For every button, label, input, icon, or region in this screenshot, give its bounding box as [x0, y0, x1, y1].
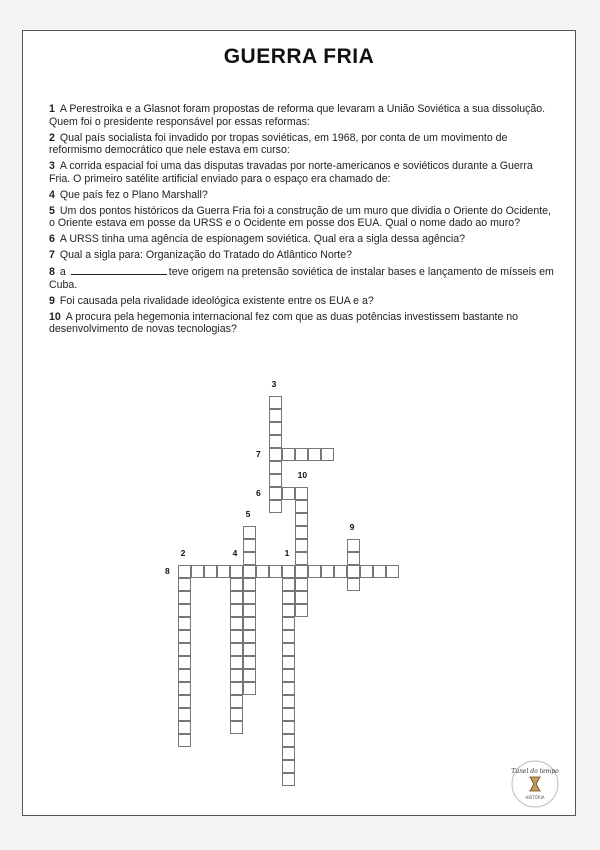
crossword-cell[interactable] — [295, 448, 308, 461]
question-3 — [49, 160, 555, 185]
crossword-cell[interactable] — [360, 565, 373, 578]
crossword-cell[interactable] — [282, 630, 295, 643]
crossword-cell[interactable] — [295, 513, 308, 526]
crossword-cell[interactable] — [282, 448, 295, 461]
crossword-cell[interactable] — [230, 708, 243, 721]
question-4 — [49, 189, 555, 202]
crossword-cell[interactable] — [321, 565, 334, 578]
crossword-cell[interactable] — [282, 747, 295, 760]
crossword-cell[interactable] — [282, 487, 295, 500]
question-number: 3 — [49, 160, 55, 173]
clue-number-9: 9 — [349, 522, 355, 533]
crossword-cell[interactable] — [178, 669, 191, 682]
crossword-cell[interactable] — [243, 591, 256, 604]
crossword-cell[interactable] — [230, 630, 243, 643]
question-text: A Perestroika e a Glasnot foram propostas de reforma que levaram a União Soviética a sua dissolução. Quem foi o presidente responsável por essas reformas: — [49, 103, 546, 128]
crossword-cell[interactable] — [295, 539, 308, 552]
question-number: 8 — [49, 266, 55, 279]
crossword-cell[interactable] — [230, 643, 243, 656]
crossword-cell[interactable] — [282, 604, 295, 617]
question-number: 9 — [49, 294, 55, 307]
crossword-cell[interactable] — [321, 448, 334, 461]
crossword-cell[interactable] — [178, 643, 191, 656]
crossword-cell[interactable] — [295, 500, 308, 513]
crossword-cell[interactable] — [269, 500, 282, 513]
crossword-cell[interactable] — [243, 539, 256, 552]
question-number: 2 — [49, 131, 55, 144]
crossword-cell[interactable] — [282, 682, 295, 695]
question-number: 1 — [49, 103, 55, 115]
question-text: Um dos pontos históricos da Guerra Fria foi a construção de um muro que dividia o Oriente do Ocidente, o Oriente estava em posse da URSS e o Ocidente em posse dos EUA. Qual o nome dado ao muro? — [49, 204, 551, 230]
crossword-cell[interactable] — [282, 695, 295, 708]
logo-title: Túnel do tempo — [511, 768, 559, 775]
question-2 — [49, 132, 555, 157]
crossword-cell[interactable] — [295, 565, 308, 578]
crossword-cell[interactable] — [178, 708, 191, 721]
question-number: 10 — [49, 310, 61, 323]
crossword-cell[interactable] — [269, 422, 282, 435]
crossword-cell[interactable] — [230, 591, 243, 604]
crossword-cell[interactable] — [282, 643, 295, 656]
crossword-cell[interactable] — [282, 617, 295, 630]
question-5 — [49, 205, 555, 230]
question-text-after: teve origem na pretensão soviética de instalar bases e lançamento de mísseis em Cuba. — [49, 266, 554, 291]
question-list — [49, 103, 555, 339]
clue-number-3: 3 — [271, 379, 277, 390]
clue-number-5: 5 — [245, 509, 251, 520]
page-title: GUERRA FRIA — [223, 45, 375, 68]
clue-number-4: 4 — [232, 548, 238, 559]
crossword-cell[interactable] — [269, 435, 282, 448]
crossword-cell[interactable] — [230, 617, 243, 630]
crossword-cell[interactable] — [217, 565, 230, 578]
crossword-cell[interactable] — [269, 409, 282, 422]
question-1 — [49, 103, 555, 128]
answer-blank[interactable] — [71, 265, 167, 275]
crossword-cell[interactable] — [308, 448, 321, 461]
question-10 — [49, 311, 555, 336]
clue-number-2: 2 — [180, 548, 186, 559]
question-7 — [49, 249, 555, 262]
crossword-cell[interactable] — [295, 552, 308, 565]
crossword-cell[interactable] — [269, 461, 282, 474]
crossword-cell[interactable] — [243, 526, 256, 539]
crossword-cell[interactable] — [230, 656, 243, 669]
crossword-cell[interactable] — [230, 669, 243, 682]
crossword-cell[interactable] — [256, 565, 269, 578]
crossword-cell[interactable] — [178, 591, 191, 604]
crossword-cell[interactable] — [178, 721, 191, 734]
crossword-cell[interactable] — [178, 604, 191, 617]
question-text: A URSS tinha uma agência de espionagem soviética. Qual era a sigla dessa agência? — [59, 233, 466, 246]
crossword-cell[interactable] — [230, 682, 243, 695]
question-8 — [49, 265, 555, 291]
question-number: 7 — [49, 249, 55, 262]
crossword-cell[interactable] — [243, 617, 256, 630]
crossword-cell[interactable] — [243, 682, 256, 695]
crossword-cell[interactable] — [347, 552, 360, 565]
crossword-cell[interactable] — [178, 578, 191, 591]
crossword-cell[interactable] — [178, 630, 191, 643]
question-text: Que país fez o Plano Marshall? — [59, 188, 208, 201]
crossword-cell[interactable] — [230, 695, 243, 708]
crossword-cell[interactable] — [347, 578, 360, 591]
crossword-cell[interactable] — [386, 565, 399, 578]
worksheet-page — [22, 30, 576, 816]
crossword-cell[interactable] — [178, 617, 191, 630]
crossword-cell[interactable] — [178, 565, 191, 578]
crossword-cell[interactable] — [347, 539, 360, 552]
clue-number-10: 10 — [297, 470, 308, 481]
crossword-cell[interactable] — [373, 565, 386, 578]
crossword-cell[interactable] — [295, 487, 308, 500]
crossword-cell[interactable] — [243, 630, 256, 643]
clue-number-7: 7 — [256, 449, 261, 460]
question-text: Foi causada pela rivalidade ideológica existente entre os EUA e a? — [59, 294, 374, 307]
crossword-cell[interactable] — [295, 604, 308, 617]
crossword-cell[interactable] — [230, 578, 243, 591]
crossword-cell[interactable] — [282, 734, 295, 747]
crossword-cell[interactable] — [269, 487, 282, 500]
question-number: 6 — [49, 233, 55, 246]
crossword-cell[interactable] — [230, 565, 243, 578]
tunel-do-tempo-logo — [510, 759, 560, 809]
crossword-cell[interactable] — [282, 708, 295, 721]
question-text-before: a — [59, 266, 66, 279]
crossword-cell[interactable] — [243, 552, 256, 565]
crossword-cell[interactable] — [295, 526, 308, 539]
crossword-cell[interactable] — [308, 565, 321, 578]
crossword-cell[interactable] — [295, 591, 308, 604]
question-number: 4 — [49, 188, 55, 201]
crossword-cell[interactable] — [243, 643, 256, 656]
question-text: A corrida espacial foi uma das disputas travadas por norte-americanos e soviéticos durante a Guerra Fria. O primeiro satélite artificial enviado para o espaço era chamado de: — [49, 160, 533, 185]
clue-number-1: 1 — [284, 548, 290, 559]
crossword-cell[interactable] — [282, 773, 295, 786]
question-text: A procura pela hegemonia internacional fez com que as duas potências investissem bastante no desenvolvimento de novas tecnologias? — [49, 310, 519, 336]
crossword-cell[interactable] — [282, 760, 295, 773]
crossword-cell[interactable] — [243, 578, 256, 591]
question-text: Qual a sigla para: Organização do Tratado do Atlântico Norte? — [59, 249, 352, 262]
crossword-cell[interactable] — [282, 656, 295, 669]
crossword-cell[interactable] — [178, 695, 191, 708]
crossword-cell[interactable] — [243, 604, 256, 617]
crossword-cell[interactable] — [191, 565, 204, 578]
question-6 — [49, 233, 555, 246]
crossword-cell[interactable] — [243, 565, 256, 578]
crossword-cell[interactable] — [282, 591, 295, 604]
crossword-cell[interactable] — [243, 656, 256, 669]
crossword-cell[interactable] — [178, 656, 191, 669]
crossword-cell[interactable] — [282, 669, 295, 682]
crossword-cell[interactable] — [204, 565, 217, 578]
question-text: Qual país socialista foi invadido por tropas soviéticas, em 1968, por conta de um movimento de reformismo democrático que nele estava em curso: — [49, 131, 508, 157]
clue-number-6: 6 — [256, 488, 261, 499]
crossword-cell[interactable] — [269, 396, 282, 409]
crossword-cell[interactable] — [282, 578, 295, 591]
crossword-cell[interactable] — [269, 448, 282, 461]
logo-subtitle: HISTÓRIA — [525, 795, 545, 800]
clue-number-8: 8 — [165, 566, 170, 577]
crossword-cell[interactable] — [269, 565, 282, 578]
crossword-cell[interactable] — [178, 734, 191, 747]
crossword-cell[interactable] — [347, 565, 360, 578]
crossword-cell[interactable] — [230, 604, 243, 617]
question-number: 5 — [49, 204, 55, 217]
question-9 — [49, 295, 555, 308]
crossword-cell[interactable] — [282, 721, 295, 734]
crossword-cell[interactable] — [282, 565, 295, 578]
crossword-cell[interactable] — [230, 721, 243, 734]
crossword-cell[interactable] — [243, 669, 256, 682]
crossword-cell[interactable] — [334, 565, 347, 578]
crossword-cell[interactable] — [178, 682, 191, 695]
crossword-cell[interactable] — [269, 474, 282, 487]
crossword-cell[interactable] — [295, 578, 308, 591]
